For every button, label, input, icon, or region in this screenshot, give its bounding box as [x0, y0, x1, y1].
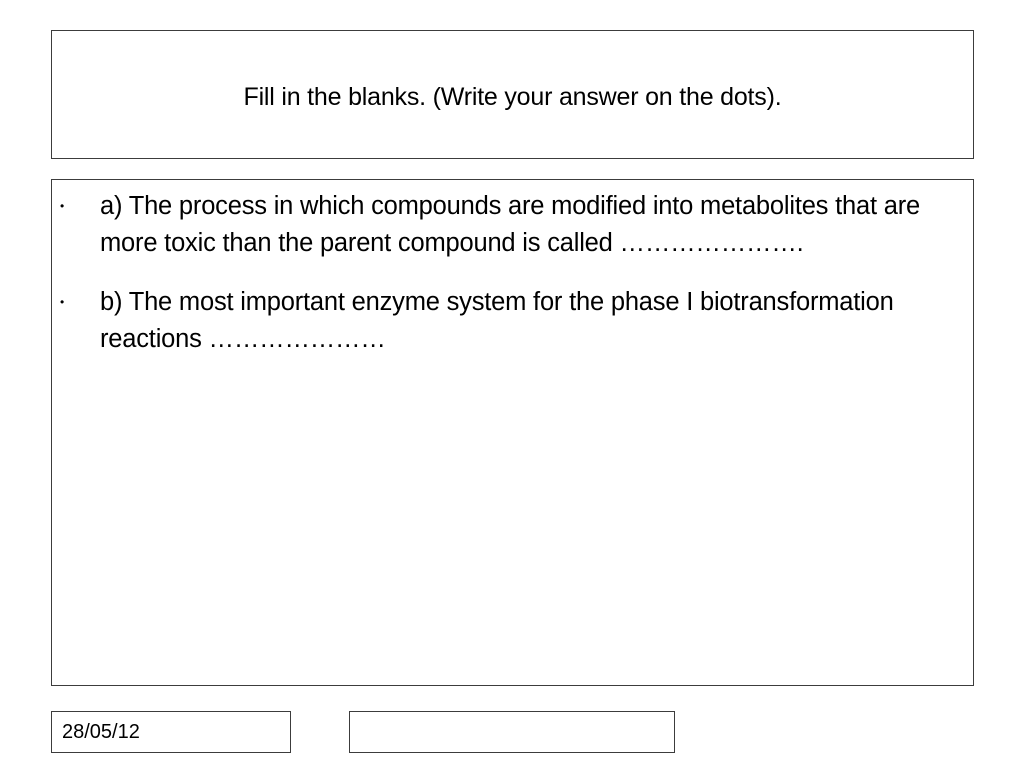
bullet-text-a: a) The process in which compounds are modified into metabolites that are more toxic than the parent compound is called ………………….: [100, 192, 920, 257]
date-placeholder: [51, 711, 291, 753]
footer-placeholder: [349, 711, 675, 753]
bullet-dot-icon: •: [60, 199, 65, 213]
footer-date: 28/05/12: [62, 721, 140, 743]
slide-title: Fill in the blanks. (Write your answer on the dots).: [243, 83, 782, 111]
bullet-text-b: b) The most important enzyme system for the phase I biotransformation reactions …………………: [100, 288, 894, 353]
bullet-item-b: [52, 284, 943, 358]
bullet-list: [52, 188, 943, 358]
bullet-dot-icon: •: [60, 295, 65, 309]
bullet-item-a: [52, 188, 943, 262]
content-placeholder: [51, 179, 974, 686]
title-placeholder: [51, 30, 974, 159]
